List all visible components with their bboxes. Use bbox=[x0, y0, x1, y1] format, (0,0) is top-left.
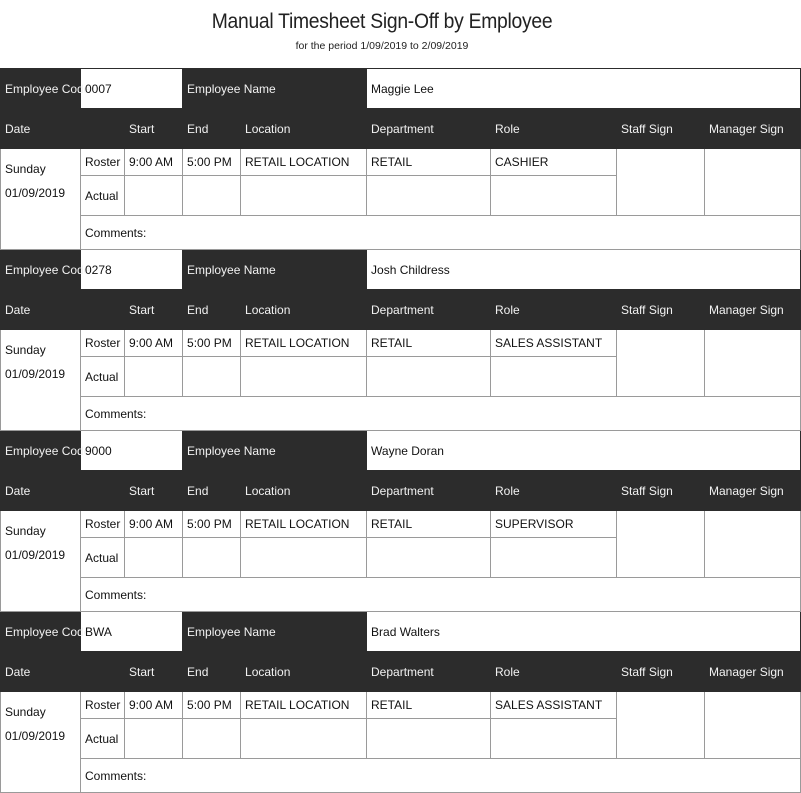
actual-role[interactable] bbox=[491, 538, 617, 578]
actual-label: Actual bbox=[81, 719, 125, 759]
roster-end: 5:00 PM bbox=[183, 511, 241, 538]
actual-start[interactable] bbox=[125, 538, 183, 578]
date-cell bbox=[1, 511, 81, 612]
roster-department: RETAIL bbox=[367, 330, 491, 357]
roster-role: SALES ASSISTANT bbox=[491, 330, 617, 357]
employee-code-label: Employee Code bbox=[1, 250, 81, 290]
employee-header-row bbox=[1, 431, 801, 471]
day: Sunday bbox=[5, 162, 46, 176]
col-department: Department bbox=[367, 471, 491, 511]
col-location: Location bbox=[241, 109, 367, 149]
employee-code-label: Employee Code bbox=[1, 431, 81, 471]
col-staff-sign: Staff Sign bbox=[617, 471, 705, 511]
column-header-row bbox=[1, 109, 801, 149]
staff-sign-field[interactable] bbox=[617, 330, 705, 397]
roster-role: SUPERVISOR bbox=[491, 511, 617, 538]
actual-start[interactable] bbox=[125, 719, 183, 759]
col-staff-sign: Staff Sign bbox=[617, 290, 705, 330]
actual-role[interactable] bbox=[491, 719, 617, 759]
staff-sign-field[interactable] bbox=[617, 511, 705, 578]
employee-code-value: BWA bbox=[81, 612, 183, 652]
roster-role: SALES ASSISTANT bbox=[491, 692, 617, 719]
manager-sign-field[interactable] bbox=[705, 511, 801, 578]
employee-name-value: Josh Childress bbox=[367, 250, 801, 290]
col-staff-sign: Staff Sign bbox=[617, 652, 705, 692]
col-date: Date bbox=[1, 290, 125, 330]
roster-department: RETAIL bbox=[367, 511, 491, 538]
col-date: Date bbox=[1, 109, 125, 149]
employee-code-value: 9000 bbox=[81, 431, 183, 471]
employee-code-label: Employee Code bbox=[1, 612, 81, 652]
col-manager-sign: Manager Sign bbox=[705, 652, 801, 692]
actual-label: Actual bbox=[81, 538, 125, 578]
actual-start[interactable] bbox=[125, 357, 183, 397]
roster-label: Roster bbox=[81, 692, 125, 719]
roster-location: RETAIL LOCATION bbox=[241, 692, 367, 719]
roster-row bbox=[1, 149, 801, 176]
col-manager-sign: Manager Sign bbox=[705, 290, 801, 330]
col-department: Department bbox=[367, 109, 491, 149]
day: Sunday bbox=[5, 705, 46, 719]
roster-start: 9:00 AM bbox=[125, 511, 183, 538]
col-role: Role bbox=[491, 471, 617, 511]
col-start: Start bbox=[125, 290, 183, 330]
roster-row bbox=[1, 330, 801, 357]
col-location: Location bbox=[241, 652, 367, 692]
actual-label: Actual bbox=[81, 176, 125, 216]
col-date: Date bbox=[1, 471, 125, 511]
col-department: Department bbox=[367, 652, 491, 692]
date: 01/09/2019 bbox=[5, 729, 66, 743]
roster-label: Roster bbox=[81, 330, 125, 357]
employee-code-value: 0278 bbox=[81, 250, 183, 290]
employee-header-row bbox=[1, 250, 801, 290]
date: 01/09/2019 bbox=[5, 186, 66, 200]
col-date: Date bbox=[1, 652, 125, 692]
comments-field[interactable]: Comments: bbox=[81, 759, 801, 793]
actual-department[interactable] bbox=[367, 538, 491, 578]
roster-department: RETAIL bbox=[367, 692, 491, 719]
col-role: Role bbox=[491, 290, 617, 330]
employee-code-value: 0007 bbox=[81, 69, 183, 109]
actual-department[interactable] bbox=[367, 719, 491, 759]
roster-location: RETAIL LOCATION bbox=[241, 511, 367, 538]
column-header-row bbox=[1, 290, 801, 330]
col-start: Start bbox=[125, 471, 183, 511]
actual-end[interactable] bbox=[183, 719, 241, 759]
roster-start: 9:00 AM bbox=[125, 149, 183, 176]
manager-sign-field[interactable] bbox=[705, 692, 801, 759]
col-end: End bbox=[183, 109, 241, 149]
roster-end: 5:00 PM bbox=[183, 149, 241, 176]
manager-sign-field[interactable] bbox=[705, 330, 801, 397]
day: Sunday bbox=[5, 524, 46, 538]
employee-header-row bbox=[1, 69, 801, 109]
actual-location[interactable] bbox=[241, 538, 367, 578]
comments-field[interactable]: Comments: bbox=[81, 397, 801, 431]
report-title: Manual Timesheet Sign-Off by Employee bbox=[211, 10, 553, 33]
employee-name-value: Brad Walters bbox=[367, 612, 801, 652]
roster-label: Roster bbox=[81, 511, 125, 538]
roster-role: CASHIER bbox=[491, 149, 617, 176]
roster-location: RETAIL LOCATION bbox=[241, 330, 367, 357]
comments-row bbox=[1, 759, 801, 793]
roster-end: 5:00 PM bbox=[183, 330, 241, 357]
col-manager-sign: Manager Sign bbox=[705, 109, 801, 149]
col-role: Role bbox=[491, 652, 617, 692]
report-period: for the period 1/09/2019 to 2/09/2019 bbox=[295, 40, 469, 52]
column-header-row bbox=[1, 471, 801, 511]
roster-start: 9:00 AM bbox=[125, 692, 183, 719]
col-end: End bbox=[183, 471, 241, 511]
comments-row bbox=[1, 578, 801, 612]
employee-code-label: Employee Code bbox=[1, 69, 81, 109]
date-cell bbox=[1, 330, 81, 431]
comments-row bbox=[1, 397, 801, 431]
staff-sign-field[interactable] bbox=[617, 692, 705, 759]
col-role: Role bbox=[491, 109, 617, 149]
date: 01/09/2019 bbox=[5, 367, 66, 381]
col-staff-sign: Staff Sign bbox=[617, 109, 705, 149]
col-end: End bbox=[183, 290, 241, 330]
actual-department[interactable] bbox=[367, 176, 491, 216]
col-start: Start bbox=[125, 109, 183, 149]
staff-sign-field[interactable] bbox=[617, 149, 705, 216]
actual-label: Actual bbox=[81, 357, 125, 397]
actual-department[interactable] bbox=[367, 357, 491, 397]
comments-field[interactable]: Comments: bbox=[81, 578, 801, 612]
roster-department: RETAIL bbox=[367, 149, 491, 176]
employee-name-label: Employee Name bbox=[183, 69, 367, 109]
comments-field[interactable]: Comments: bbox=[81, 216, 801, 250]
actual-role[interactable] bbox=[491, 176, 617, 216]
actual-end[interactable] bbox=[183, 357, 241, 397]
date-cell bbox=[1, 149, 81, 250]
actual-end[interactable] bbox=[183, 538, 241, 578]
roster-end: 5:00 PM bbox=[183, 692, 241, 719]
roster-row bbox=[1, 692, 801, 719]
timesheet-table bbox=[0, 68, 801, 793]
day: Sunday bbox=[5, 343, 46, 357]
column-header-row bbox=[1, 652, 801, 692]
actual-end[interactable] bbox=[183, 176, 241, 216]
actual-location[interactable] bbox=[241, 176, 367, 216]
date-cell bbox=[1, 692, 81, 793]
employee-name-label: Employee Name bbox=[183, 250, 367, 290]
roster-label: Roster bbox=[81, 149, 125, 176]
actual-location[interactable] bbox=[241, 719, 367, 759]
actual-role[interactable] bbox=[491, 357, 617, 397]
col-department: Department bbox=[367, 290, 491, 330]
date: 01/09/2019 bbox=[5, 548, 66, 562]
timesheet-container bbox=[0, 68, 784, 793]
employee-name-label: Employee Name bbox=[183, 431, 367, 471]
actual-location[interactable] bbox=[241, 357, 367, 397]
employee-name-value: Wayne Doran bbox=[367, 431, 801, 471]
roster-row bbox=[1, 511, 801, 538]
roster-location: RETAIL LOCATION bbox=[241, 149, 367, 176]
actual-start[interactable] bbox=[125, 176, 183, 216]
comments-row bbox=[1, 216, 801, 250]
col-end: End bbox=[183, 652, 241, 692]
manager-sign-field[interactable] bbox=[705, 149, 801, 216]
employee-name-value: Maggie Lee bbox=[367, 69, 801, 109]
col-location: Location bbox=[241, 471, 367, 511]
roster-start: 9:00 AM bbox=[125, 330, 183, 357]
col-manager-sign: Manager Sign bbox=[705, 471, 801, 511]
employee-header-row bbox=[1, 612, 801, 652]
employee-name-label: Employee Name bbox=[183, 612, 367, 652]
col-location: Location bbox=[241, 290, 367, 330]
col-start: Start bbox=[125, 652, 183, 692]
